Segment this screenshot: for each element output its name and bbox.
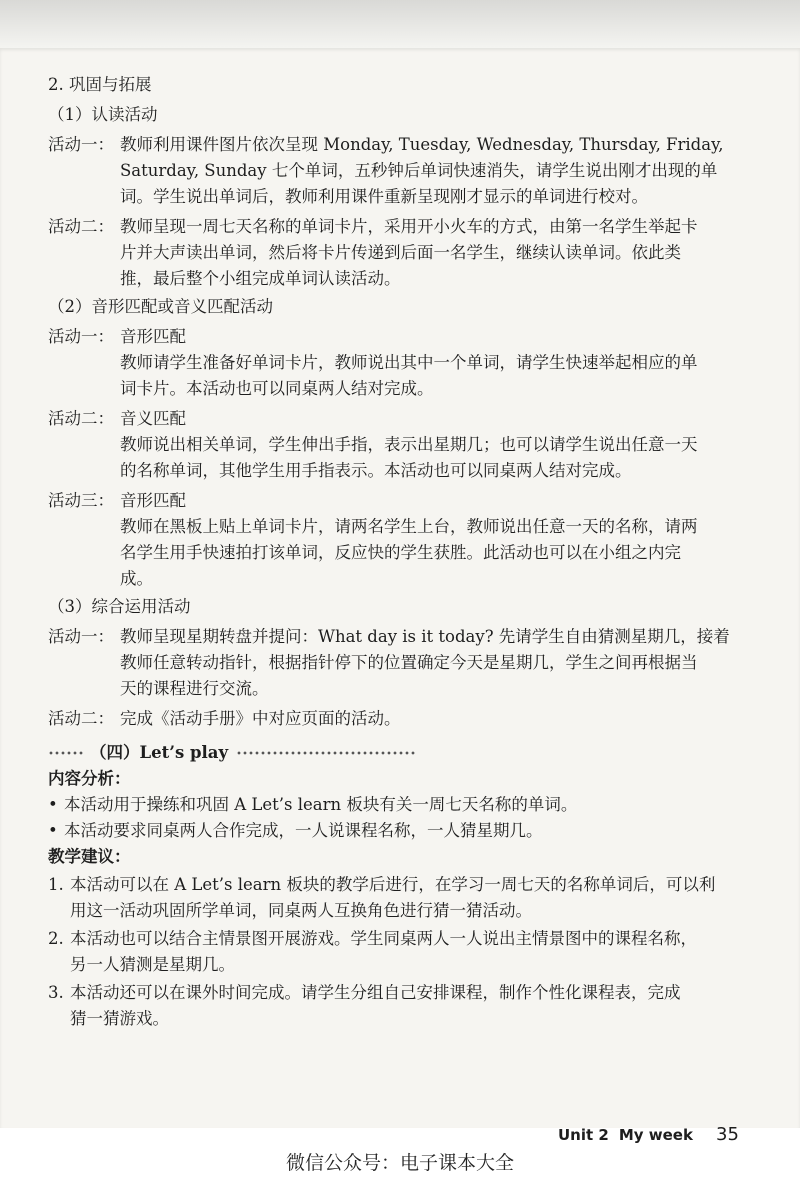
text-line: 完成《活动手册》中对应页面的活动。 (120, 709, 401, 728)
activity-subtitle: 音形匹配 (120, 327, 186, 346)
part-3-heading: （3）综合运用活动 (48, 597, 191, 616)
bullet-dot-icon: • (48, 821, 58, 840)
text-line: 教师利用课件图片依次呈现 Monday, Tuesday, Wednesday, Thursday, Friday, (120, 135, 724, 154)
unit-title: My week (618, 1126, 693, 1144)
activity-label: 活动二： (48, 409, 114, 428)
activity-label: 活动一： (48, 327, 114, 346)
text-line: Saturday, Sunday 七个单词，五秒钟后单词快速消失，请学生说出刚才出现的单 (120, 161, 718, 180)
top-background-band (0, 0, 800, 48)
section-2-title: 2. 巩固与拓展 (48, 75, 152, 94)
part-2-activity-1 (48, 324, 760, 402)
bullet-text: 本活动用于操练和巩固 A Let’s learn 板块有关一周七天名称的单词。 (64, 795, 578, 814)
activity-label: 活动二： (48, 217, 114, 236)
item-text (70, 926, 760, 978)
text-line: 另一人猜测是星期几。 (70, 955, 235, 974)
page-content (48, 72, 760, 1032)
analysis-heading: 内容分析： (48, 769, 131, 788)
item-number: 1. (48, 875, 64, 894)
text-line: 本活动还可以在课外时间完成。请学生分组自己安排课程，制作个性化课程表，完成 (70, 983, 681, 1002)
analysis-bullet (48, 818, 760, 844)
decorative-wave-right (236, 749, 416, 757)
watermark-text: 微信公众号：电子课本大全 (285, 1152, 514, 1174)
analysis-bullet (48, 792, 760, 818)
text-line: 天的课程进行交流。 (120, 679, 269, 698)
advice-heading: 教学建议： (48, 847, 131, 866)
item-number: 2. (48, 929, 64, 948)
bullet-text: 本活动要求同桌两人合作完成，一人说课程名称，一人猜星期几。 (64, 821, 543, 840)
part-1-activity-2 (48, 214, 760, 292)
text-line: 的名称单词，其他学生用手指表示。本活动也可以同桌两人结对完成。 (120, 461, 632, 480)
unit-number: Unit 2 (558, 1126, 609, 1144)
text-line: 推，最后整个小组完成单词认读活动。 (120, 269, 401, 288)
advice-item-1 (48, 872, 760, 924)
book-page (0, 48, 800, 1145)
part-2-activity-3 (48, 488, 760, 592)
text-line: 词。学生说出单词后，教师利用课件重新呈现刚才显示的单词进行校对。 (120, 187, 648, 206)
text-line: 词卡片。本活动也可以同桌两人结对完成。 (120, 379, 434, 398)
activity-subtitle: 音形匹配 (120, 491, 186, 510)
footer-unit-label (558, 1126, 693, 1144)
activity-text (120, 488, 740, 592)
activity-text (120, 706, 740, 732)
item-number: 3. (48, 983, 64, 1002)
part-3-activity-1 (48, 624, 760, 702)
advice-item-3 (48, 980, 760, 1032)
activity-text (120, 214, 740, 292)
activity-label: 活动二： (48, 709, 114, 728)
bullet-dot-icon: • (48, 795, 58, 814)
activity-label: 活动一： (48, 135, 114, 154)
activity-text (120, 406, 740, 484)
text-line: 教师呈现星期转盘并提问：What day is it today? 先请学生自由猜测星期几，接着 (120, 627, 730, 646)
section-4-title-bar (48, 740, 760, 766)
activity-text (120, 132, 740, 210)
item-text (70, 872, 760, 924)
part-3-activity-2 (48, 706, 760, 732)
part-1-activity-1 (48, 132, 760, 210)
activity-text (120, 624, 740, 702)
activity-subtitle: 音义匹配 (120, 409, 186, 428)
activity-text (120, 324, 740, 402)
text-line: 本活动也可以结合主情景图开展游戏。学生同桌两人一人说出主情景图中的课程名称， (70, 929, 697, 948)
page-number: 35 (716, 1124, 739, 1145)
text-line: 教师在黑板上贴上单词卡片，请两名学生上台，教师说出任意一天的名称，请两 (120, 517, 698, 536)
decorative-wave-left (48, 749, 84, 757)
text-line: 教师说出相关单词，学生伸出手指，表示出星期几；也可以请学生说出任意一天 (120, 435, 698, 454)
text-line: 本活动可以在 A Let’s learn 板块的教学后进行，在学习一周七天的名称单词后，可以利 (70, 875, 716, 894)
text-line: 教师请学生准备好单词卡片，教师说出其中一个单词，请学生快速举起相应的单 (120, 353, 698, 372)
section-4-title: （四）Let’s play (90, 743, 229, 762)
text-line: 教师呈现一周七天名称的单词卡片，采用开小火车的方式，由第一名学生举起卡 (120, 217, 698, 236)
part-2-activity-2 (48, 406, 760, 484)
activity-label: 活动一： (48, 627, 114, 646)
text-line: 用这一活动巩固所学单词，同桌两人互换角色进行猜一猜活动。 (70, 901, 532, 920)
text-line: 教师任意转动指针，根据指针停下的位置确定今天是星期几，学生之间再根据当 (120, 653, 698, 672)
text-line: 成。 (120, 569, 153, 588)
part-2-heading: （2）音形匹配或音义匹配活动 (48, 297, 273, 316)
text-line: 名学生用手快速拍打该单词，反应快的学生获胜。此活动也可以在小组之内完 (120, 543, 681, 562)
advice-item-2 (48, 926, 760, 978)
item-text (70, 980, 760, 1032)
text-line: 片并大声读出单词，然后将卡片传递到后面一名学生，继续认读单词。依此类 (120, 243, 681, 262)
activity-label: 活动三： (48, 491, 114, 510)
part-1-heading: （1）认读活动 (48, 105, 158, 124)
text-line: 猜一猜游戏。 (70, 1009, 169, 1028)
